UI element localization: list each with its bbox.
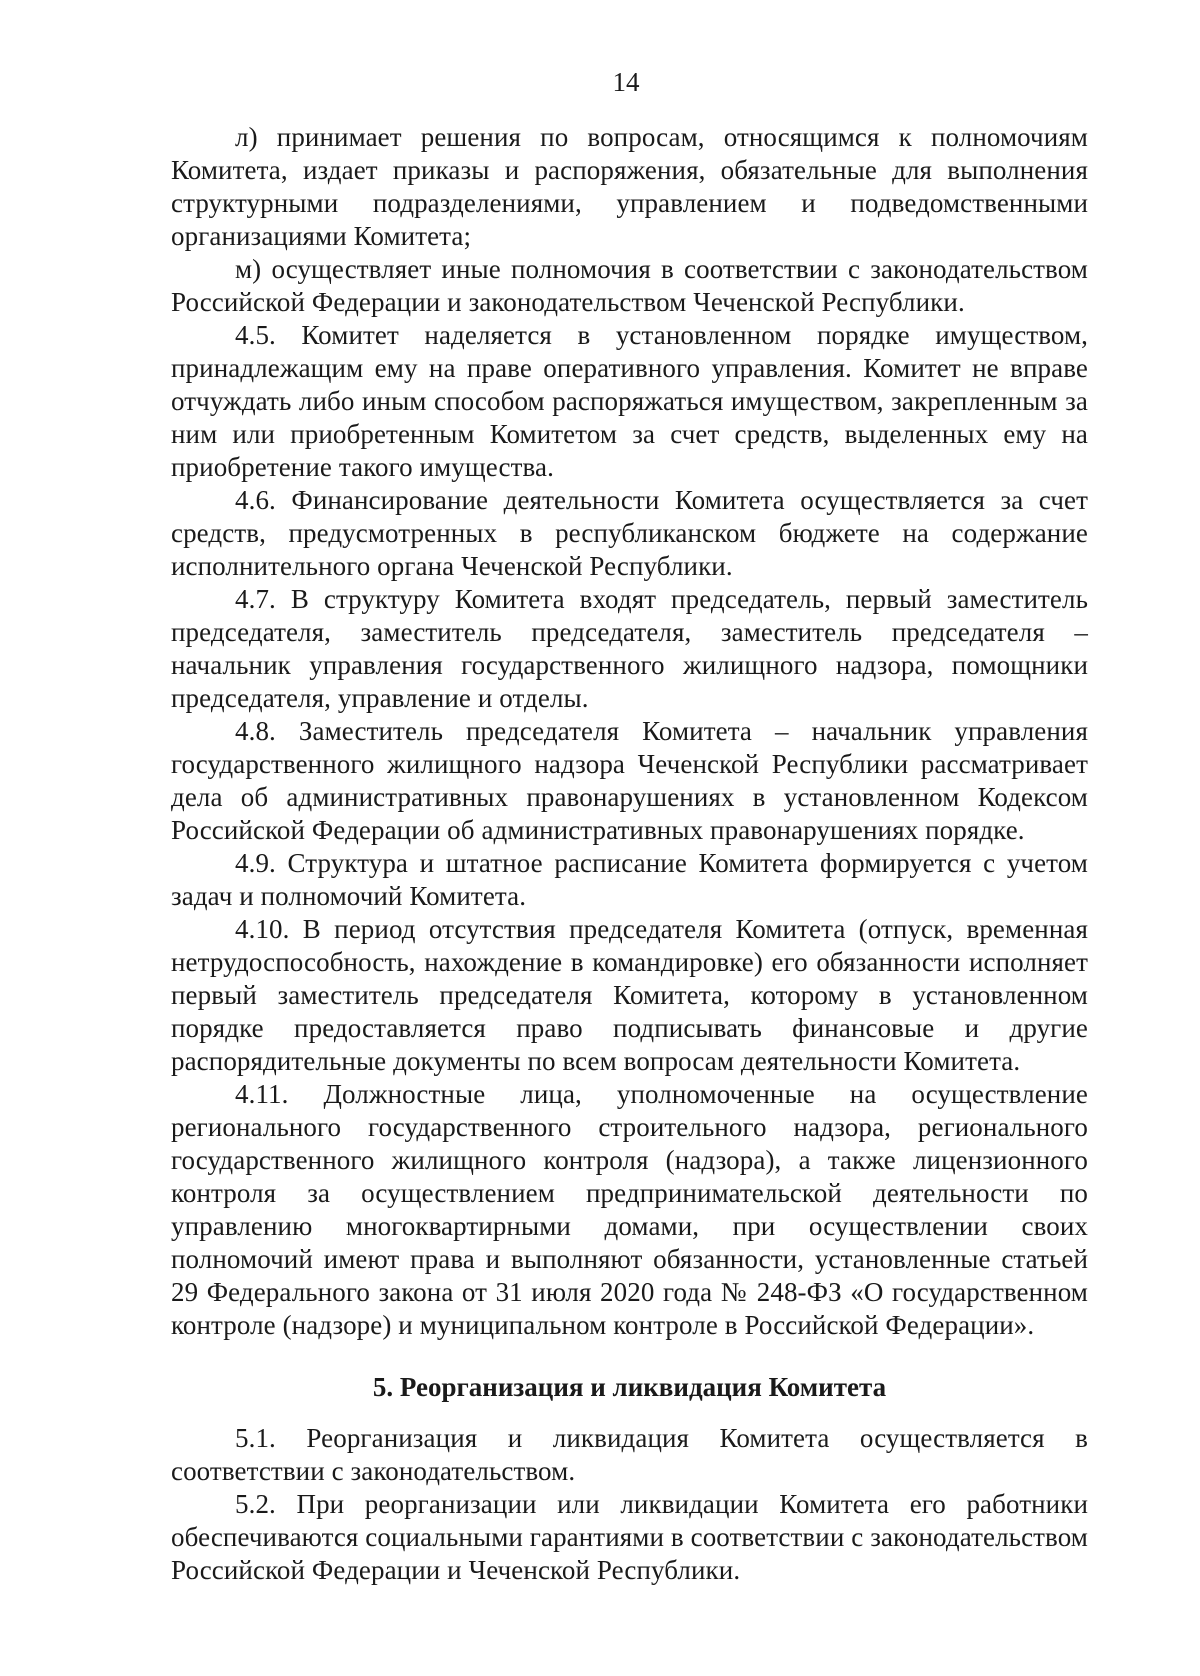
paragraph-5-2: 5.2. При реорганизации или ликвидации Комитета его работники обеспечиваются социальными гарантиями в соответствии с законодательством Российской Федерации и Чеченской Республики. (171, 1489, 1088, 1585)
paragraph-5-1: 5.1. Реорганизация и ликвидация Комитета осуществляется в соответствии с законодательством. (171, 1423, 1088, 1486)
paragraph-4-6: 4.6. Финансирование деятельности Комитета осуществляется за счет средств, предусмотренных в республиканском бюджете на содержание исполнительного органа Чеченской Республики. (171, 485, 1088, 581)
page-number: 14 (612, 67, 640, 97)
paragraph-4-10: 4.10. В период отсутствия председателя Комитета (отпуск, временная нетрудоспособность, нахождение в командировке) его обязанности исполняет первый заместитель председателя Комитета, которому в установленном порядке предоставляется право подписывать финансовые и другие распорядительные документы по всем вопросам деятельности Комитета. (171, 914, 1088, 1076)
paragraph-4-9: 4.9. Структура и штатное расписание Комитета формируется с учетом задач и полномочий Комитета. (171, 848, 1088, 911)
paragraph-l: л) принимает решения по вопросам, относящимся к полномочиям Комитета, издает приказы и распоряжения, обязательные для выполнения структурными подразделениями, управлением и подведомственными организациями Комитета; (171, 122, 1088, 251)
paragraph-m: м) осуществляет иные полномочия в соответствии с законодательством Российской Федерации и законодательством Чеченской Республики. (171, 254, 1088, 317)
paragraph-4-8: 4.8. Заместитель председателя Комитета – начальник управления государственного жилищного надзора Чеченской Республики рассматривает дела об административных правонарушениях в установленном Кодексом Российской Федерации об административных правонарушениях порядке. (171, 716, 1088, 845)
paragraph-4-5: 4.5. Комитет наделяется в установленном порядке имуществом, принадлежащим ему на праве оперативного управления. Комитет не вправе отчуждать либо иным способом распоряжаться имуществом, закрепленным за ним или приобретенным Комитетом за счет средств, выделенных ему на приобретение такого имущества. (171, 320, 1088, 482)
page-content (171, 121, 1088, 1587)
paragraph-4-7: 4.7. В структуру Комитета входят председатель, первый заместитель председателя, заместитель председателя, заместитель председателя – начальник управления государственного жилищного надзора, помощники председателя, управление и отделы. (171, 584, 1088, 713)
section-heading: 5. Реорганизация и ликвидация Комитета (372, 1372, 887, 1402)
paragraph-4-11: 4.11. Должностные лица, уполномоченные на осуществление регионального государственного строительного надзора, регионального государственного жилищного контроля (надзора), а также лицензионного контроля за осуществлением предпринимательской деятельности по управлению многоквартирными домами, при осуществлении своих полномочий имеют права и выполняют обязанности, установленные статьей 29 Федерального закона от 31 июля 2020 года № 248-ФЗ «О государственном контроле (надзоре) и муниципальном контроле в Российской Федерации». (171, 1079, 1088, 1340)
